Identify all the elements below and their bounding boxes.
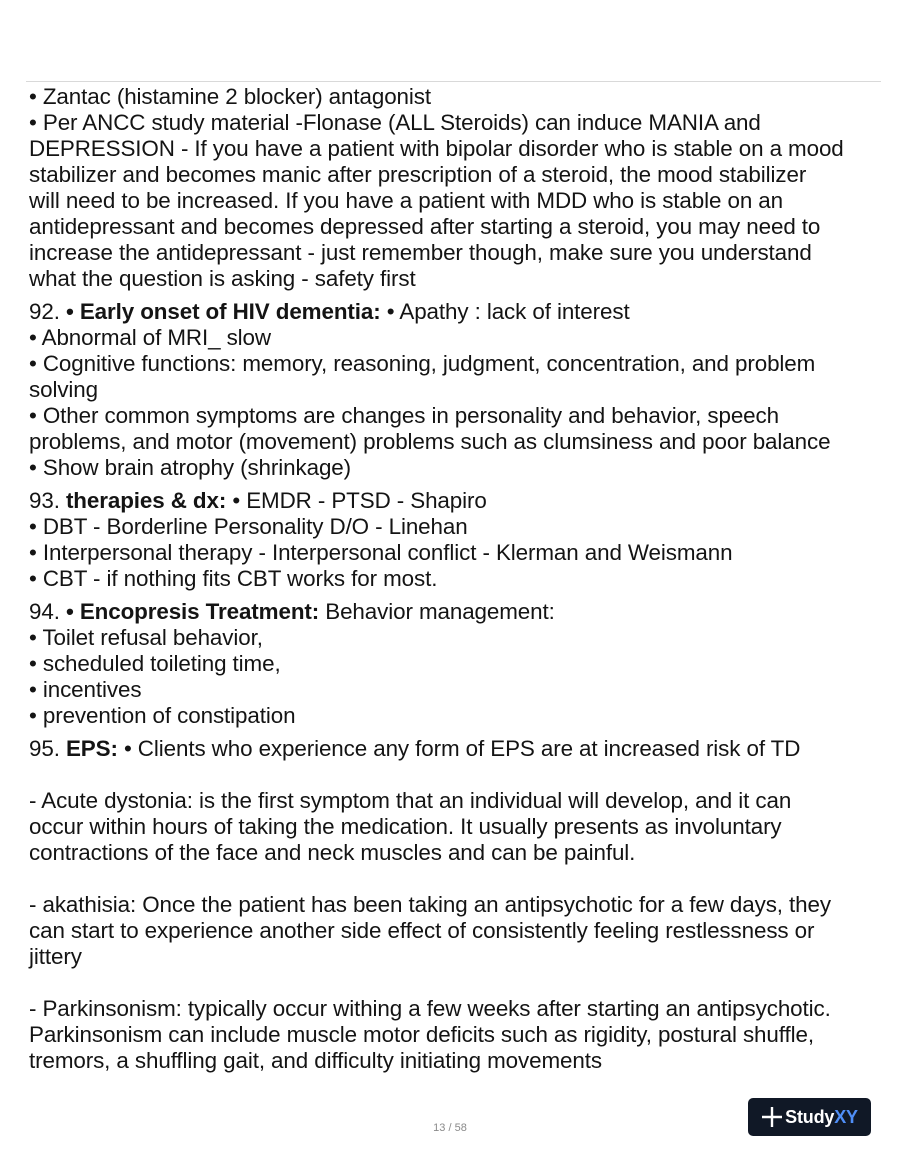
text-line: problems, and motor (movement) problems such as clumsiness and poor balance [29, 429, 831, 454]
question-first-text: • Clients who experience any form of EPS are at increased risk of TD [117, 736, 801, 761]
question-heading: therapies & dx: [65, 488, 227, 513]
text-line: • scheduled toileting time, [29, 651, 281, 676]
text-line: solving [29, 377, 98, 402]
question-heading-line [29, 488, 884, 514]
text-line: • CBT - if nothing fits CBT works for most. [29, 566, 438, 591]
question-heading: • Encopresis Treatment: [65, 599, 320, 624]
studyxy-logo[interactable] [748, 1098, 871, 1136]
text-line: • Per ANCC study material -Flonase (ALL Steroids) can induce MANIA and [29, 110, 761, 135]
question-number: 93. [29, 488, 60, 513]
text-line: • Show brain atrophy (shrinkage) [29, 455, 352, 480]
question-number: 94. [29, 599, 60, 624]
page-number: 13 / 58 [433, 1122, 467, 1134]
question-heading-line [29, 599, 884, 625]
text-line: Parkinsonism can include muscle motor deficits such as rigidity, postural shuffle, [29, 1022, 814, 1047]
text-line: jittery [29, 944, 82, 969]
text-line: stabilizer and becomes manic after prescription of a steroid, the mood stabilizer [29, 162, 807, 187]
question-92 [29, 299, 884, 481]
question-number: 95. [29, 736, 60, 761]
question-heading: • Early onset of HIV dementia: [65, 299, 381, 324]
question-heading: EPS: [65, 736, 118, 761]
text-line: tremors, a shuffling gait, and difficulty initiating movements [29, 1048, 602, 1073]
paragraph-gap [29, 866, 884, 892]
logo-wordmark [785, 1107, 858, 1128]
paragraph-gap [29, 762, 884, 788]
question-first-text: Behavior management: [319, 599, 555, 624]
document-body [29, 84, 884, 1081]
text-line: • Interpersonal therapy - Interpersonal conflict - Klerman and Weismann [29, 540, 733, 565]
text-line: contractions of the face and neck muscles and can be painful. [29, 840, 636, 865]
text-line: • prevention of constipation [29, 703, 296, 728]
text-line: • incentives [29, 677, 142, 702]
text-line: • Abnormal of MRI_ slow [29, 325, 271, 350]
question-heading-line [29, 299, 884, 325]
question-heading-line [29, 736, 884, 762]
text-line: increase the antidepressant - just remember though, make sure you understand [29, 240, 812, 265]
question-94 [29, 599, 884, 729]
question-95 [29, 736, 884, 1074]
top-divider [26, 81, 881, 82]
text-line: - Acute dystonia: is the first symptom that an individual will develop, and it can [29, 788, 792, 813]
question-number: 92. [29, 299, 60, 324]
question-93 [29, 488, 884, 592]
text-line: DEPRESSION - If you have a patient with bipolar disorder who is stable on a mood [29, 136, 844, 161]
question-first-text: • Apathy : lack of interest [380, 299, 630, 324]
block-zantac-steroids [29, 84, 884, 292]
text-line: - akathisia: Once the patient has been taking an antipsychotic for a few days, they [29, 892, 831, 917]
text-line: will need to be increased. If you have a patient with MDD who is stable on an [29, 188, 784, 213]
text-line: • Cognitive functions: memory, reasoning, judgment, concentration, and problem [29, 351, 816, 376]
text-line: • DBT - Borderline Personality D/O - Linehan [29, 514, 468, 539]
paragraph-gap [29, 970, 884, 996]
text-line: • Other common symptoms are changes in personality and behavior, speech [29, 403, 779, 428]
text-line: • Zantac (histamine 2 blocker) antagonist [29, 84, 431, 109]
text-line: • Toilet refusal behavior, [29, 625, 263, 650]
text-line: antidepressant and becomes depressed after starting a steroid, you may need to [29, 214, 821, 239]
text-line: - Parkinsonism: typically occur withing a few weeks after starting an antipsychotic. [29, 996, 831, 1021]
question-first-text: • EMDR - PTSD - Shapiro [226, 488, 487, 513]
text-line: occur within hours of taking the medication. It usually presents as involuntary [29, 814, 782, 839]
text-line: can start to experience another side effect of consistently feeling restlessness or [29, 918, 815, 943]
logo-xy: XY [834, 1106, 858, 1127]
plus-icon [761, 1106, 783, 1128]
logo-study: Study [785, 1106, 835, 1127]
text-line: what the question is asking - safety first [29, 266, 416, 291]
